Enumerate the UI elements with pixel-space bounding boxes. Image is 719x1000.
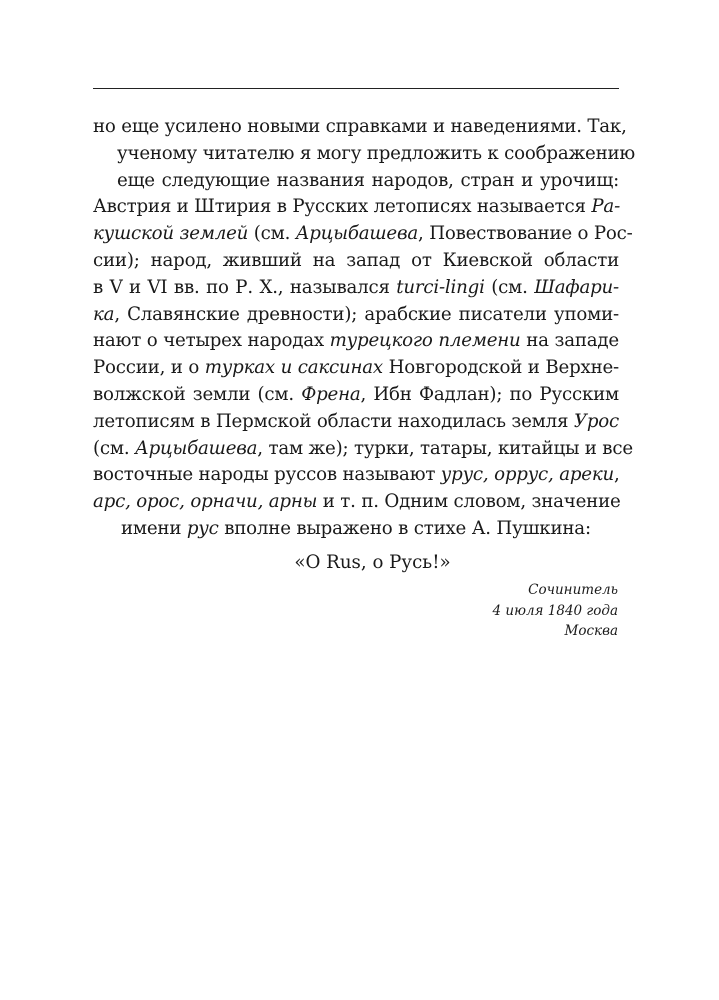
text-run: (см. [484,276,535,298]
italic-text: Урос [573,410,619,432]
body-paragraph [93,114,636,543]
text-run: ученому читателю я могу предложить к соображению [117,142,636,164]
text-run: , [614,464,620,486]
text-line [93,462,619,489]
text-line [93,382,619,409]
text-run: еще следующие названия народов, стран и урочищ: [117,169,619,191]
italic-text: кушской землей [93,223,249,245]
text-run: летописям в Пермской области находилась земля [93,410,574,432]
italic-text: Арцыбашева [295,223,419,245]
text-run: , там же); турки, татары, китайцы и все [257,437,633,459]
text-line [93,436,633,463]
italic-text: урус, оррус, ареки [440,464,615,486]
signature-date: 4 июля 1840 года [492,602,618,619]
italic-text: турецкого племени [329,330,521,352]
italic-text: турках и саксинах [204,357,383,379]
text-run: , Повествование о Рос- [418,223,633,245]
italic-text: арс, орос, орначи, арны [93,491,318,513]
text-run: вполне выражено в стихе А. Пушкина: [218,517,591,539]
text-line [93,516,619,543]
text-run: сии); народ, живший на запад от Киевской области [93,249,619,271]
text-line [93,302,619,329]
header-rule [93,88,619,89]
text-line [93,248,619,275]
text-run: восточные народы руссов называют [93,464,441,486]
pushkin-quote: «O Rus, о Русь!» [294,552,451,573]
text-run: нают о четырех народах [93,330,330,352]
italic-text: Арцыбашева [135,437,258,459]
signature-block [493,580,619,642]
text-run: Новгородской и Верхне- [383,357,620,379]
text-run: на западе [520,330,619,352]
text-run: (см. [93,437,135,459]
text-line [93,168,619,195]
text-run: (см. [248,223,296,245]
text-run: , Ибн Фадлан); по Русским [360,383,619,405]
italic-text: Ра- [591,196,621,218]
text-run: России, и о [93,357,205,379]
text-run: в V и VI вв. по Р. Х., назывался [93,276,397,298]
text-line [93,409,619,436]
signature-place: Москва [564,623,618,639]
text-line [93,114,627,141]
italic-text: ка [93,303,115,325]
text-line [93,194,619,221]
text-line [93,489,619,516]
text-line [93,275,619,302]
text-run: имени [121,517,187,539]
text-run: Австрия и Штирия в Русских летописях называется [93,196,592,218]
text-line [93,355,619,382]
italic-text: turci-lingi [396,276,485,298]
text-line [93,141,636,168]
italic-text: Шафари- [534,276,619,298]
italic-text: рус [186,517,219,539]
text-line [93,221,633,248]
text-run: но еще усилено новыми справками и наведениями. Так, [93,116,627,137]
text-run: волжской земли (см. [93,383,302,405]
text-run: , Славянские древности); арабские писатели упоми- [114,303,619,325]
signature-author: Сочинитель [528,582,618,598]
text-line [93,328,619,355]
italic-text: Френа [301,383,361,405]
text-run: и т. п. Одним словом, значение [317,491,621,513]
